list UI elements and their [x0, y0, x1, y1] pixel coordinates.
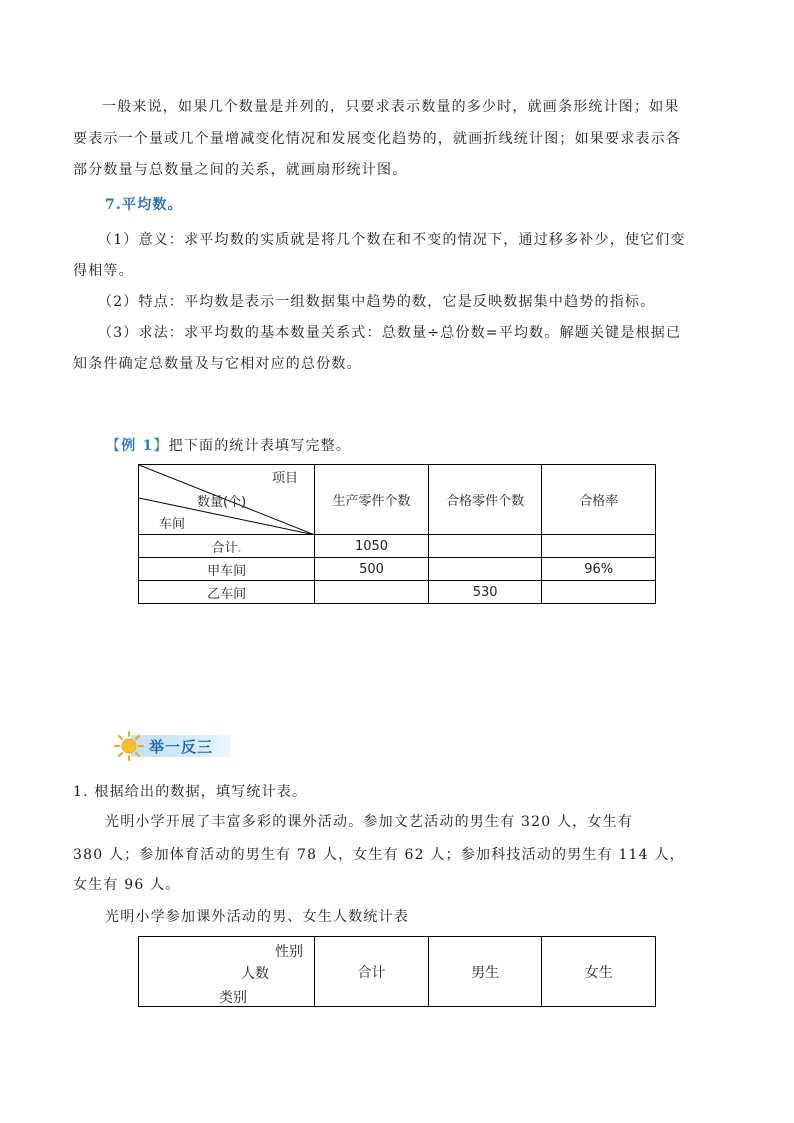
badge-title: 举一反三: [149, 738, 214, 756]
question-1-title: 1. 根据给出的数据，填写统计表。: [73, 784, 308, 800]
header-total: 合计: [315, 937, 429, 1007]
average-feature-line: （2）特点：平均数是表示一组数据集中趋势的数，它是反映数据集中趋势的指标。: [98, 294, 656, 310]
average-method-line-1: （3）求法：求平均数的基本数量关系式：总数量÷总份数=平均数。解题关键是根据已: [98, 325, 682, 341]
table-row: [139, 535, 656, 558]
header-qualified: 合格零件个数: [428, 465, 542, 535]
activity-stats-table: [138, 936, 656, 1007]
corner-label-gender: 性别: [275, 944, 303, 960]
diagonal-header-cell: [139, 465, 315, 535]
corner-label-item: 项目: [272, 471, 299, 486]
diagonal-header-cell: [139, 937, 315, 1007]
header-girls: 女生: [542, 937, 656, 1007]
average-meaning-line-2: 得相等。: [73, 263, 134, 279]
row-label-workshop-a: 甲车间: [139, 558, 315, 581]
example-open-bracket: 【: [106, 438, 122, 454]
sun-icon: [113, 730, 145, 762]
table-cell: [542, 581, 656, 604]
section-heading-average: 7.平均数。: [105, 197, 183, 213]
table-cell: 530: [428, 581, 542, 604]
table-row: [139, 581, 656, 604]
corner-label-quantity: 数量(个): [197, 495, 247, 510]
question-1-text-line-3: 女生有 96 人。: [73, 877, 181, 893]
average-meaning-line-1: （1）意义：求平均数的实质就是将几个数在和不变的情况下，通过移多补少，使它们变: [98, 232, 686, 248]
table-cell: [315, 581, 429, 604]
table-cell: 500: [315, 558, 429, 581]
example-close-bracket: 】: [153, 438, 169, 454]
row-label-total: 合计.: [139, 535, 315, 558]
average-method-line-2: 知条件确定总数量及与它相对应的总份数。: [73, 356, 362, 372]
corner-label-workshop: 车间: [159, 517, 186, 532]
question-1-text-line-2: 380 人；参加体育活动的男生有 78 人，女生有 62 人；参加科技活动的男生有 114 人，: [73, 847, 685, 863]
table-cell: [428, 535, 542, 558]
example-instruction: 把下面的统计表填写完整。: [168, 438, 352, 454]
table-caption: 光明小学参加课外活动的男、女生人数统计表: [105, 909, 409, 925]
question-1-text-line-1: 光明小学开展了丰富多彩的课外活动。参加文艺活动的男生有 320 人，女生有: [105, 814, 634, 830]
header-pass-rate: 合格率: [542, 465, 656, 535]
table-cell: 1050: [315, 535, 429, 558]
corner-label-category: 类别: [219, 990, 247, 1006]
header-produced: 生产零件个数: [315, 465, 429, 535]
example-label: 例 1: [121, 438, 154, 454]
example-1-prompt: [106, 436, 351, 456]
table-cell: [542, 535, 656, 558]
intro-line-2: 要表示一个量或几个量增减变化情况和发展变化趋势的，就画折线统计图；如果要求表示各: [73, 131, 681, 147]
table-row: [139, 558, 656, 581]
intro-line-1: 一般来说，如果几个数量是并列的，只要求表示数量的多少时，就画条形统计图；如果: [102, 99, 680, 115]
corner-label-count: 人数: [241, 966, 269, 982]
table-cell: 96%: [542, 558, 656, 581]
practice-badge: [113, 730, 228, 760]
table-cell: [428, 558, 542, 581]
example-1-table: [138, 464, 656, 604]
header-boys: 男生: [428, 937, 542, 1007]
row-label-workshop-b: 乙车间: [139, 581, 315, 604]
intro-line-3: 部分数量与总数量之间的关系，就画扇形统计图。: [73, 162, 408, 178]
